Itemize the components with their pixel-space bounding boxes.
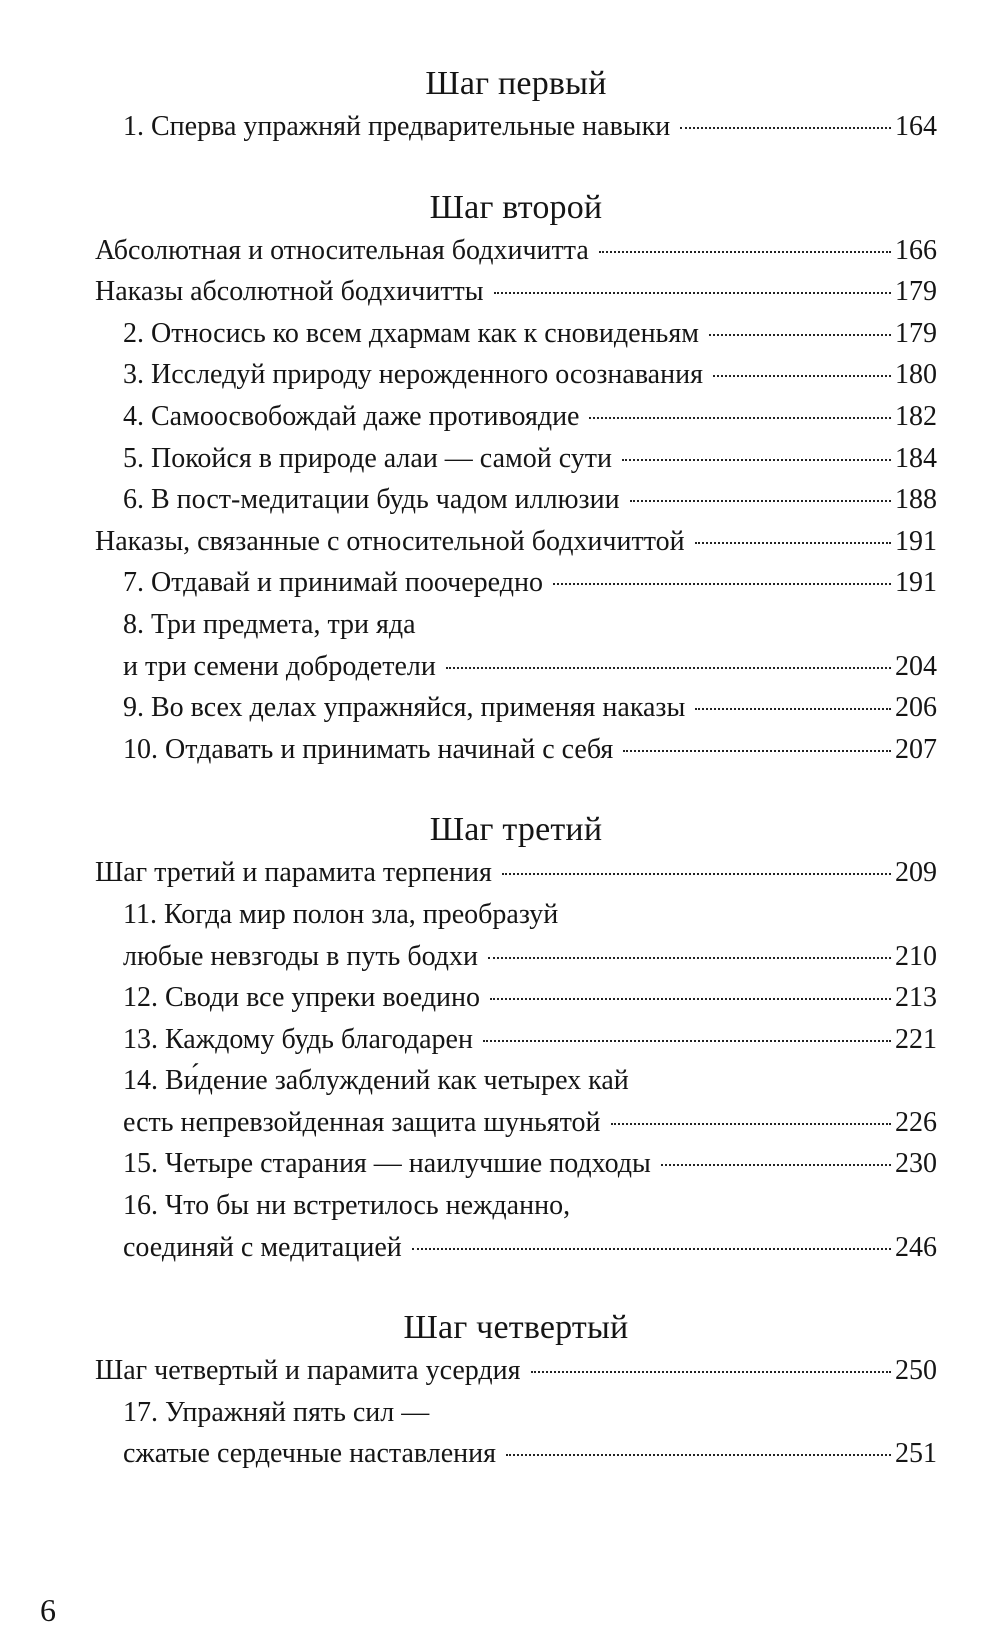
dot-leader [553,583,891,585]
toc-entry [95,729,937,771]
page-number: 6 [40,1592,56,1628]
dot-leader [488,957,891,959]
toc-entry-title: 17. Упражняй пять сил — [123,1396,430,1428]
toc-entry-title: Шаг третий и парамита терпения [95,857,492,889]
dot-leader [622,459,891,461]
toc-entry-page: 221 [895,1023,937,1055]
toc-entry-page: 179 [895,276,937,308]
toc-entry [95,1019,937,1061]
toc-entry-title: соединяй с медитацией [123,1231,402,1263]
toc-entry-page: 246 [895,1231,937,1263]
toc-entry [95,438,937,480]
dot-leader [589,417,891,419]
toc-entry-title: 16. Что бы ни встретилось нежданно, [123,1190,571,1222]
toc-entry-title: любые невзгоды в путь бодхи [123,940,478,972]
toc-entry-title: есть непревзойденная защита шуньятой [123,1106,601,1138]
dot-leader [709,334,891,336]
toc-entry-title: 12. Своди все упреки воедино [123,982,481,1014]
table-of-contents [95,62,937,1513]
toc-entry-title: 10. Отдавать и принимать начинай с себя [123,733,614,765]
toc-entry-page: 204 [895,650,937,682]
toc-entry-title: 6. В пост-медитации будь чадом иллюзии [123,484,620,516]
toc-entry-title: Наказы, связанные с относительной бодхичиттой [95,525,685,557]
toc-entry-page: 166 [895,234,937,266]
dot-leader [446,667,891,669]
toc-entry [95,354,937,396]
toc-entry-page: 179 [895,317,937,349]
toc-entry-page: 251 [895,1438,937,1470]
dot-leader [506,1454,891,1456]
toc-section [95,1306,937,1475]
toc-entry-title: 11. Когда мир полон зла, преобразуй [123,898,559,930]
toc-entry [95,230,937,272]
toc-entry [95,1350,937,1392]
toc-entry [95,894,937,936]
toc-entry-title: 15. Четыре старания — наилучшие подходы [123,1148,651,1180]
toc-entry-title: 2. Относись ко всем дхармам как к сновиденьям [123,317,699,349]
toc-entry-title: Шаг четвертый и парамита усердия [95,1355,521,1387]
toc-entry [95,687,937,729]
dot-leader [531,1371,891,1373]
section-title: Шаг четвертый [403,1309,629,1347]
dot-leader [630,500,891,502]
toc-entry-title: 3. Исследуй природу нерожденного осознавания [123,359,703,391]
toc-entry [95,479,937,521]
toc-entry [95,271,937,313]
toc-entry-page: 184 [895,442,937,474]
dot-leader [623,750,891,752]
dot-leader [502,873,891,875]
toc-entry-page: 191 [895,525,937,557]
toc-entry [95,396,937,438]
toc-entry [95,1102,937,1144]
dot-leader [661,1164,891,1166]
toc-entry-title: сжатые сердечные наставления [123,1438,497,1470]
toc-entry [95,1143,937,1185]
toc-entry-title: 7. Отдавай и принимай поочередно [123,567,543,599]
toc-entry [95,852,937,894]
toc-entry-page: 230 [895,1148,937,1180]
toc-entry-title: 9. Во всех делах упражняйся, применяя наказы [123,692,686,724]
toc-section [95,808,937,1268]
toc-entry [95,646,937,688]
toc-entry-page: 188 [895,484,937,516]
toc-section [95,186,937,771]
toc-entry [95,1392,937,1434]
toc-entry-title: 1. Сперва упражняй предварительные навыки [123,111,671,142]
dot-leader [599,251,891,253]
toc-entry [95,1227,937,1269]
toc-entry-page: 207 [895,733,937,765]
section-title: Шаг первый [425,65,607,102]
toc-section [95,62,937,148]
toc-entry-page: 164 [895,111,937,142]
toc-entry-page: 191 [895,567,937,599]
toc-entry-title: Абсолютная и относительная бодхичитта [95,234,589,266]
toc-entry [95,1433,937,1475]
toc-entry-page: 182 [895,400,937,432]
dot-leader [490,998,891,1000]
dot-leader [611,1123,891,1125]
dot-leader [412,1248,891,1250]
toc-entry [95,562,937,604]
toc-entry [95,106,937,148]
toc-entry-page: 180 [895,359,937,391]
toc-entry-page: 226 [895,1106,937,1138]
toc-entry-title: 13. Каждому будь благодарен [123,1023,473,1055]
toc-entry [95,1185,937,1227]
dot-leader [695,708,891,710]
section-title: Шаг третий [429,811,603,849]
toc-entry-title: и три семени добродетели [123,650,436,682]
toc-entry-title: Наказы абсолютной бодхичитты [95,276,484,308]
toc-entry [95,521,937,563]
toc-entry-title: 8. Три предмета, три яда [123,608,416,640]
section-title: Шаг второй [429,188,603,226]
toc-entry-title: 5. Покойся в природе алаи — самой сути [123,442,612,474]
toc-entry [95,313,937,355]
toc-entry-page: 209 [895,857,937,889]
dot-leader [483,1040,891,1042]
toc-entry [95,1060,937,1102]
toc-entry-page: 206 [895,692,937,724]
toc-entry-page: 250 [895,1355,937,1387]
toc-entry-title: 14. Ви́дение заблуждений как четырех кай [123,1065,629,1097]
dot-leader [695,542,891,544]
toc-entry [95,977,937,1019]
dot-leader [713,375,891,377]
dot-leader [494,292,891,294]
toc-entry [95,604,937,646]
toc-entry [95,936,937,978]
toc-entry-page: 213 [895,982,937,1014]
dot-leader [680,127,891,129]
toc-entry-page: 210 [895,940,937,972]
toc-entry-title: 4. Самоосвобождай даже противоядие [123,400,580,432]
